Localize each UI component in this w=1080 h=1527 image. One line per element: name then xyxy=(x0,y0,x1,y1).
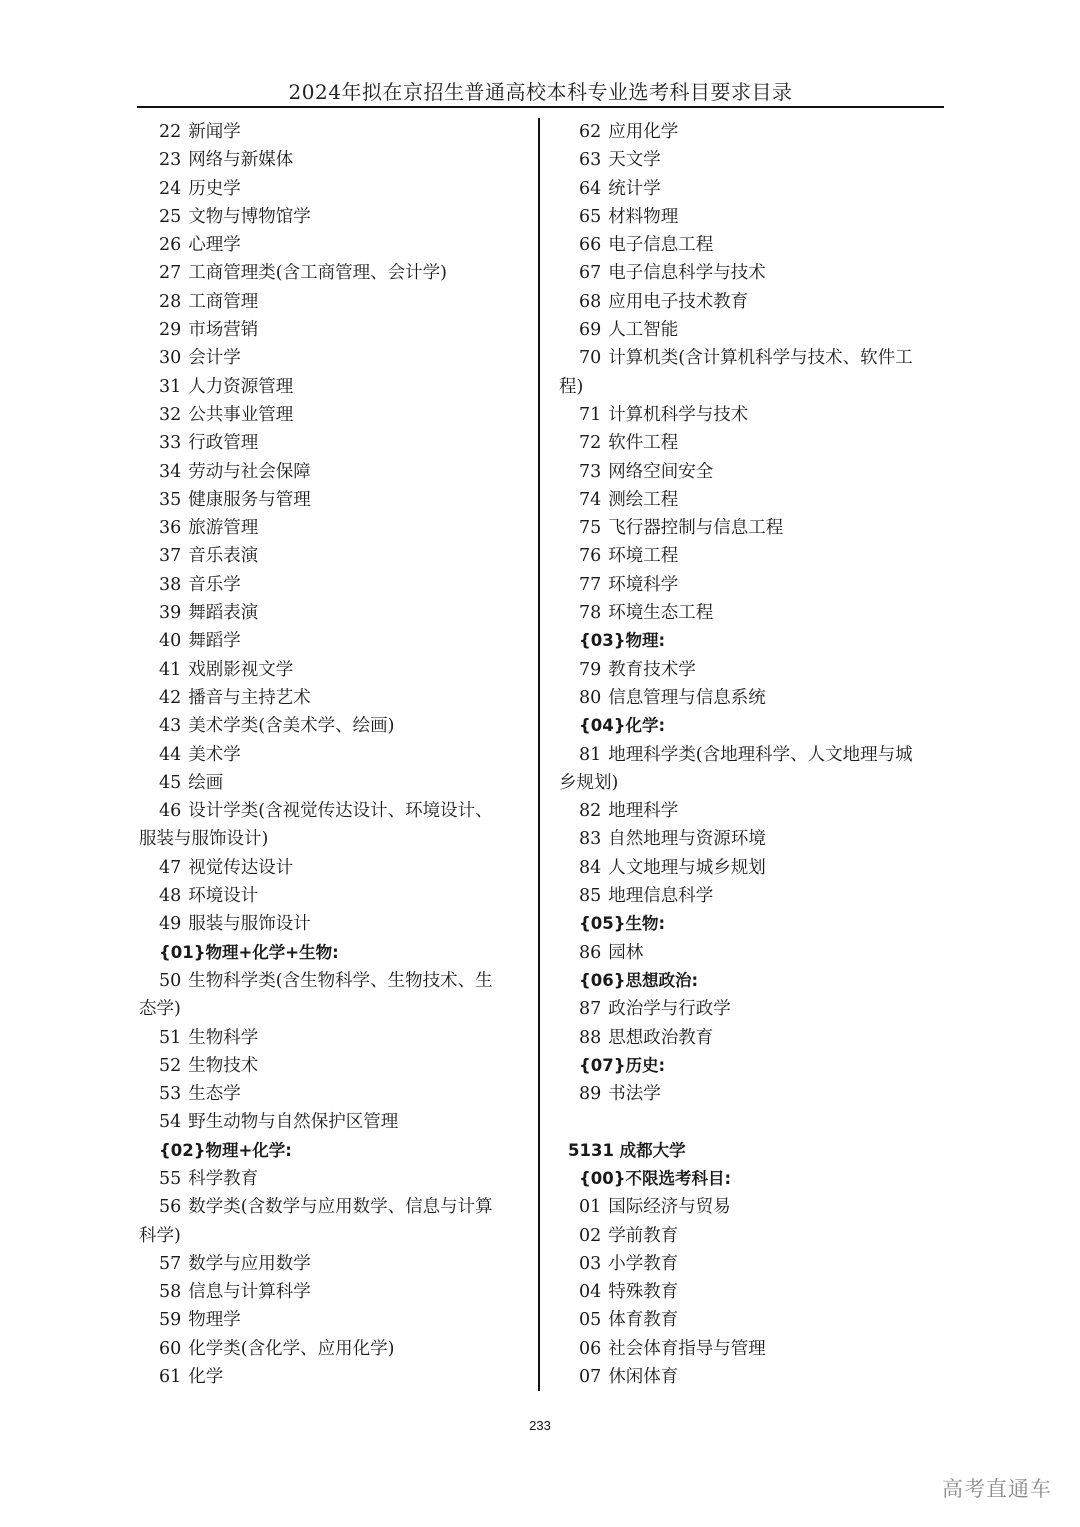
major-code: 63 xyxy=(579,150,602,171)
major-code: 49 xyxy=(159,914,182,935)
major-name: 生物技术 xyxy=(188,1055,259,1076)
major-code: 60 xyxy=(159,1338,182,1359)
major-name: 历史学 xyxy=(188,178,241,199)
major-name-continuation: 程) xyxy=(559,376,584,397)
major-name: 应用电子技术教育 xyxy=(608,291,749,312)
major-code: 80 xyxy=(579,687,602,708)
major-code: 42 xyxy=(159,687,182,708)
major-item xyxy=(139,712,524,740)
major-code: 24 xyxy=(159,178,182,199)
major-code: 56 xyxy=(159,1197,182,1218)
major-name: 美术学 xyxy=(188,744,241,765)
major-item xyxy=(559,316,945,344)
major-name: 学前教育 xyxy=(608,1225,679,1246)
major-item xyxy=(139,514,524,542)
major-name: 心理学 xyxy=(188,235,241,256)
major-name: 网络空间安全 xyxy=(608,461,714,482)
major-code: 79 xyxy=(579,659,602,680)
major-name: 人力资源管理 xyxy=(188,376,294,397)
column-divider xyxy=(538,118,540,1391)
major-code: 81 xyxy=(579,744,602,765)
major-code: 59 xyxy=(159,1310,182,1331)
subject-requirement-heading: {00}不限选考科目: xyxy=(579,1168,732,1188)
major-code: 48 xyxy=(159,886,182,907)
major-name: 科学教育 xyxy=(188,1168,259,1189)
major-code: 68 xyxy=(579,291,602,312)
major-name: 健康服务与管理 xyxy=(188,489,311,510)
major-code: 35 xyxy=(159,489,182,510)
major-item xyxy=(559,429,945,457)
major-code: 88 xyxy=(579,1027,602,1048)
major-name: 美术学类(含美术学、绘画) xyxy=(188,716,395,737)
major-name-continuation: 态学) xyxy=(139,999,181,1020)
major-name: 化学类(含化学、应用化学) xyxy=(188,1338,395,1359)
major-name: 测绘工程 xyxy=(608,489,679,510)
major-item xyxy=(139,882,524,910)
major-item xyxy=(559,231,945,259)
major-code: 06 xyxy=(579,1338,602,1359)
major-item xyxy=(139,1363,524,1391)
major-name: 环境设计 xyxy=(188,886,259,907)
major-code: 26 xyxy=(159,235,182,256)
major-item xyxy=(559,486,945,514)
major-code: 34 xyxy=(159,461,182,482)
major-item xyxy=(139,1278,524,1306)
major-item xyxy=(139,1052,524,1080)
major-name: 网络与新媒体 xyxy=(188,150,294,171)
major-code: 37 xyxy=(159,546,182,567)
major-code: 85 xyxy=(579,886,602,907)
major-item xyxy=(139,656,524,684)
major-name: 野生动物与自然保护区管理 xyxy=(188,1112,399,1133)
major-item xyxy=(139,344,524,372)
major-name: 劳动与社会保障 xyxy=(188,461,311,482)
major-name: 环境生态工程 xyxy=(608,603,714,624)
major-item xyxy=(559,741,945,769)
major-item xyxy=(139,571,524,599)
major-item xyxy=(559,514,945,542)
major-code: 03 xyxy=(579,1253,602,1274)
major-name: 地理科学 xyxy=(608,801,679,822)
major-name: 舞蹈表演 xyxy=(188,603,259,624)
major-name: 播音与主持艺术 xyxy=(188,687,311,708)
major-item xyxy=(139,910,524,938)
major-name-continuation: 乡规划) xyxy=(559,772,619,793)
major-code: 69 xyxy=(579,320,602,341)
major-code: 66 xyxy=(579,235,602,256)
major-item xyxy=(139,231,524,259)
subject-requirement-heading: {07}历史: xyxy=(579,1055,666,1075)
watermark: 高考直通车 xyxy=(942,1477,1052,1501)
major-item xyxy=(559,1306,945,1334)
major-code: 77 xyxy=(579,574,602,595)
major-code: 43 xyxy=(159,716,182,737)
major-name: 工商管理 xyxy=(188,291,259,312)
major-item xyxy=(139,797,524,825)
major-name: 设计学类(含视觉传达设计、环境设计、 xyxy=(188,801,493,822)
major-item xyxy=(139,599,524,627)
major-item xyxy=(559,995,945,1023)
major-item xyxy=(559,1222,945,1250)
major-item xyxy=(559,203,945,231)
major-code: 86 xyxy=(579,942,602,963)
major-item xyxy=(139,627,524,655)
major-item xyxy=(139,486,524,514)
major-name: 音乐表演 xyxy=(188,546,259,567)
major-item xyxy=(139,458,524,486)
major-item xyxy=(559,401,945,429)
subject-requirement-heading: {01}物理+化学+生物: xyxy=(159,942,339,962)
major-code: 33 xyxy=(159,433,182,454)
major-name: 环境工程 xyxy=(608,546,679,567)
major-item xyxy=(139,401,524,429)
major-code: 61 xyxy=(159,1367,182,1388)
major-name: 软件工程 xyxy=(608,433,679,454)
major-code: 89 xyxy=(579,1084,602,1105)
major-code: 02 xyxy=(579,1225,602,1246)
major-code: 55 xyxy=(159,1168,182,1189)
major-item xyxy=(559,175,945,203)
major-item xyxy=(559,542,945,570)
major-item xyxy=(559,1024,945,1052)
major-name: 电子信息工程 xyxy=(608,235,714,256)
major-name: 旅游管理 xyxy=(188,518,259,539)
major-code: 38 xyxy=(159,574,182,595)
major-name: 思想政治教育 xyxy=(608,1027,714,1048)
major-code: 23 xyxy=(159,150,182,171)
major-name-continuation: 服装与服饰设计) xyxy=(139,829,269,850)
subject-requirement-heading: {05}生物: xyxy=(579,914,666,934)
major-code: 07 xyxy=(579,1367,602,1388)
major-code: 47 xyxy=(159,857,182,878)
subject-requirement-heading: {02}物理+化学: xyxy=(159,1140,292,1160)
major-name: 生态学 xyxy=(188,1084,241,1105)
major-item xyxy=(139,741,524,769)
major-code: 32 xyxy=(159,404,182,425)
major-name: 教育技术学 xyxy=(608,659,696,680)
major-name: 飞行器控制与信息工程 xyxy=(608,518,784,539)
major-name: 信息与计算科学 xyxy=(188,1282,311,1303)
page-title: 2024年拟在京招生普通高校本科专业选考科目要求目录 xyxy=(288,80,793,104)
major-item xyxy=(139,1165,524,1193)
major-name: 自然地理与资源环境 xyxy=(608,829,766,850)
major-code: 87 xyxy=(579,999,602,1020)
major-name: 绘画 xyxy=(188,772,224,793)
major-name: 体育教育 xyxy=(608,1310,679,1331)
right-column xyxy=(559,118,945,1391)
major-name: 文物与博物馆学 xyxy=(188,206,311,227)
major-item xyxy=(559,854,945,882)
title-rule xyxy=(137,106,944,108)
major-name: 天文学 xyxy=(608,150,661,171)
major-code: 05 xyxy=(579,1310,602,1331)
major-name: 计算机类(含计算机科学与技术、软件工 xyxy=(608,348,913,369)
major-code: 73 xyxy=(579,461,602,482)
major-name: 电子信息科学与技术 xyxy=(608,263,766,284)
major-item xyxy=(139,316,524,344)
major-code: 28 xyxy=(159,291,182,312)
blank-line xyxy=(559,1108,945,1136)
major-name: 计算机科学与技术 xyxy=(608,404,749,425)
major-item xyxy=(559,1363,945,1391)
major-code: 52 xyxy=(159,1055,182,1076)
major-code: 75 xyxy=(579,518,602,539)
major-name: 戏剧影视文学 xyxy=(188,659,294,680)
major-item xyxy=(139,854,524,882)
major-name: 生物科学类(含生物科学、生物技术、生 xyxy=(188,970,493,991)
major-item xyxy=(139,769,524,797)
major-item xyxy=(559,288,945,316)
major-name: 行政管理 xyxy=(188,433,259,454)
major-item xyxy=(559,1278,945,1306)
major-item xyxy=(139,1108,524,1136)
major-name: 园林 xyxy=(608,942,644,963)
major-name: 应用化学 xyxy=(608,122,679,142)
major-item xyxy=(139,175,524,203)
major-name: 书法学 xyxy=(608,1084,661,1105)
major-name: 休闲体育 xyxy=(608,1367,679,1388)
major-code: 51 xyxy=(159,1027,182,1048)
major-name: 会计学 xyxy=(188,348,241,369)
major-item xyxy=(559,825,945,853)
major-code: 27 xyxy=(159,263,182,284)
major-name: 信息管理与信息系统 xyxy=(608,687,766,708)
major-name-continuation: 科学) xyxy=(139,1225,181,1246)
major-item xyxy=(559,1335,945,1363)
major-code: 84 xyxy=(579,857,602,878)
major-code: 53 xyxy=(159,1084,182,1105)
major-code: 67 xyxy=(579,263,602,284)
major-item xyxy=(139,203,524,231)
major-code: 50 xyxy=(159,970,182,991)
major-item xyxy=(139,967,524,995)
major-code: 65 xyxy=(579,206,602,227)
major-item xyxy=(559,118,945,146)
major-item xyxy=(559,882,945,910)
major-code: 82 xyxy=(579,801,602,822)
major-item xyxy=(559,1080,945,1108)
major-name: 工商管理类(含工商管理、会计学) xyxy=(188,263,447,284)
major-code: 83 xyxy=(579,829,602,850)
major-name: 地理信息科学 xyxy=(608,886,714,907)
major-code: 04 xyxy=(579,1282,602,1303)
major-item xyxy=(559,1193,945,1221)
major-code: 70 xyxy=(579,348,602,369)
major-code: 74 xyxy=(579,489,602,510)
major-item xyxy=(559,599,945,627)
major-code: 64 xyxy=(579,178,602,199)
major-name: 小学教育 xyxy=(608,1253,679,1274)
major-item xyxy=(139,118,524,146)
major-item xyxy=(139,146,524,174)
major-name: 统计学 xyxy=(608,178,661,199)
major-code: 57 xyxy=(159,1253,182,1274)
major-item xyxy=(139,259,524,287)
major-name: 新闻学 xyxy=(188,122,241,142)
major-item xyxy=(139,1024,524,1052)
major-item xyxy=(139,1250,524,1278)
major-name: 人工智能 xyxy=(608,320,679,341)
major-code: 30 xyxy=(159,348,182,369)
major-name: 社会体育指导与管理 xyxy=(608,1338,766,1359)
subject-requirement-heading: {04}化学: xyxy=(579,716,666,736)
major-item xyxy=(139,288,524,316)
page-number: 233 xyxy=(529,1418,551,1433)
major-item xyxy=(559,684,945,712)
major-item xyxy=(559,656,945,684)
major-item xyxy=(139,373,524,401)
major-code: 45 xyxy=(159,772,182,793)
major-name: 人文地理与城乡规划 xyxy=(608,857,766,878)
major-name: 化学 xyxy=(188,1367,224,1388)
major-item xyxy=(139,429,524,457)
major-name: 数学与应用数学 xyxy=(188,1253,311,1274)
major-code: 39 xyxy=(159,603,182,624)
major-name: 政治学与行政学 xyxy=(608,999,731,1020)
major-name: 地理科学类(含地理科学、人文地理与城 xyxy=(608,744,913,765)
major-code: 54 xyxy=(159,1112,182,1133)
major-item xyxy=(559,797,945,825)
major-item xyxy=(559,571,945,599)
major-item xyxy=(559,259,945,287)
major-code: 76 xyxy=(579,546,602,567)
major-name: 物理学 xyxy=(188,1310,241,1331)
major-code: 22 xyxy=(159,122,182,142)
major-code: 46 xyxy=(159,801,182,822)
major-name: 音乐学 xyxy=(188,574,241,595)
major-code: 29 xyxy=(159,320,182,341)
major-code: 71 xyxy=(579,404,602,425)
major-item xyxy=(559,458,945,486)
major-name: 服装与服饰设计 xyxy=(188,914,311,935)
major-item xyxy=(559,1250,945,1278)
major-name: 生物科学 xyxy=(188,1027,259,1048)
major-name: 材料物理 xyxy=(608,206,679,227)
major-name: 国际经济与贸易 xyxy=(608,1197,731,1218)
major-item xyxy=(139,1193,524,1221)
major-name: 公共事业管理 xyxy=(188,404,294,425)
major-name: 市场营销 xyxy=(188,320,259,341)
major-item xyxy=(139,542,524,570)
major-item xyxy=(139,684,524,712)
major-item xyxy=(139,1080,524,1108)
major-code: 41 xyxy=(159,659,182,680)
major-item xyxy=(559,344,945,372)
major-code: 72 xyxy=(579,433,602,454)
major-name: 视觉传达设计 xyxy=(188,857,294,878)
major-code: 31 xyxy=(159,376,182,397)
school-heading: 5131 成都大学 xyxy=(568,1140,686,1160)
major-code: 25 xyxy=(159,206,182,227)
major-code: 40 xyxy=(159,631,182,652)
major-code: 44 xyxy=(159,744,182,765)
subject-requirement-heading: {06}思想政治: xyxy=(579,970,699,990)
major-name: 环境科学 xyxy=(608,574,679,595)
major-code: 36 xyxy=(159,518,182,539)
major-code: 58 xyxy=(159,1282,182,1303)
major-name: 特殊教育 xyxy=(608,1282,679,1303)
major-item xyxy=(139,1335,524,1363)
major-code: 78 xyxy=(579,603,602,624)
major-item xyxy=(559,939,945,967)
major-code: 01 xyxy=(579,1197,602,1218)
major-item xyxy=(559,146,945,174)
major-code: 62 xyxy=(579,122,602,142)
major-item xyxy=(139,1306,524,1334)
major-name: 数学类(含数学与应用数学、信息与计算 xyxy=(188,1197,493,1218)
left-column xyxy=(139,118,524,1391)
subject-requirement-heading: {03}物理: xyxy=(579,631,666,651)
major-name: 舞蹈学 xyxy=(188,631,241,652)
